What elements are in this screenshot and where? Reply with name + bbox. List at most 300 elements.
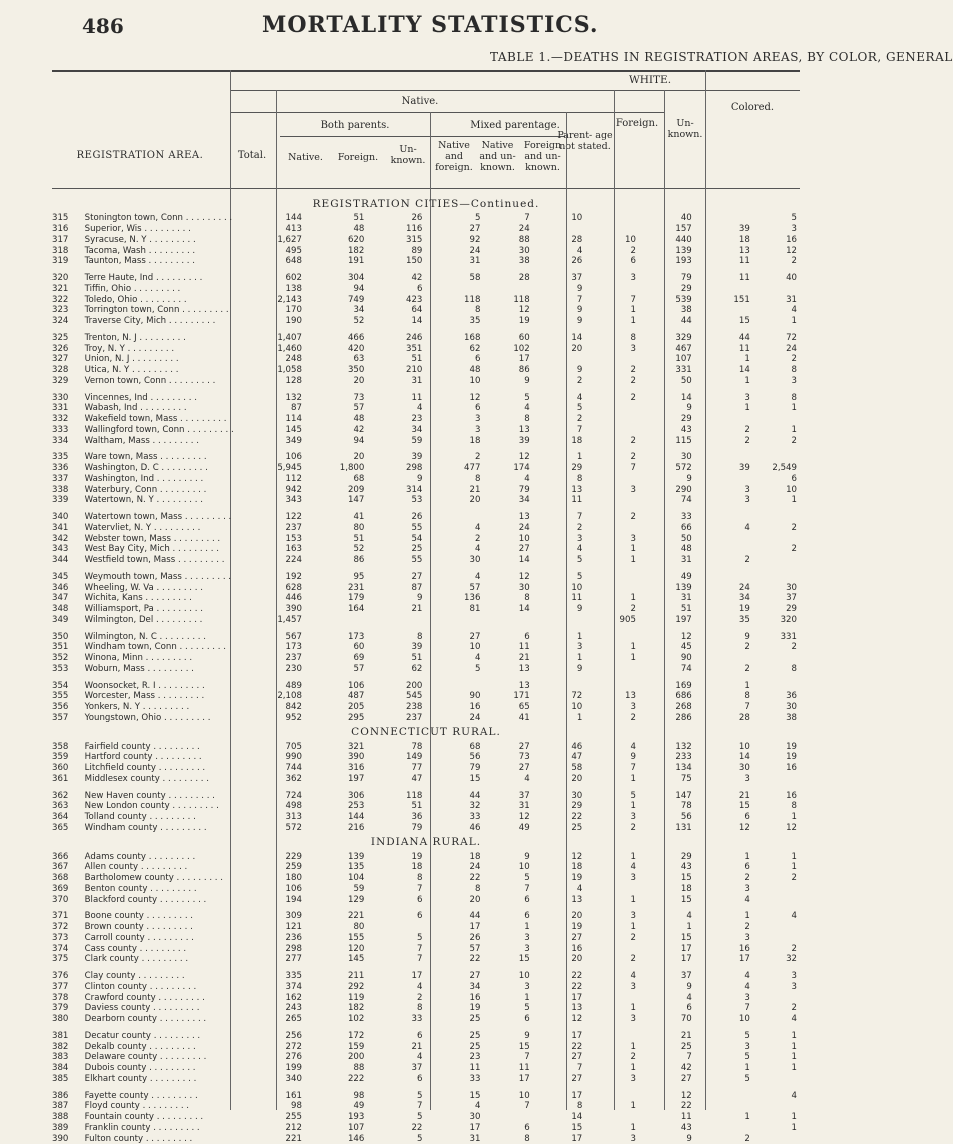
death-count: 10 [738,741,750,752]
death-count: 362 [285,773,302,784]
area-name: Wallingford town, Conn . . . . . . . . . [84,424,234,435]
area-name: Hartford county . . . . . . . . . [84,752,202,763]
death-count: 39 [738,463,750,474]
death-count: 17 [469,922,481,933]
death-count: 9 [686,473,692,484]
death-count [753,922,800,933]
table-row [52,653,800,664]
death-count: 31 [518,801,530,812]
death-count: 221 [347,911,365,922]
death-count: 15 [518,1041,530,1052]
death-count: 11 [518,642,530,653]
death-count: 11 [738,273,750,284]
death-count: 25 [411,544,423,555]
row-number: 332 [52,414,69,425]
death-count: 724 [285,790,302,801]
death-count: 2 [744,642,750,653]
area-name: Dearborn county . . . . . . . . . [84,1014,207,1025]
row-number: 324 [52,316,69,327]
row-number: 353 [52,663,69,674]
death-count: 3 [791,224,797,235]
death-count: 7 [416,943,423,954]
death-count: 952 [285,712,302,723]
death-count: 19 [738,604,750,615]
death-count: 20 [353,375,365,386]
death-count: 1 [791,1052,797,1063]
death-count: 1 [744,375,750,386]
death-count [753,452,800,463]
header-mixed-parentage: Mixed parentage. [470,120,560,131]
death-count: 9 [524,851,530,862]
death-count: 2 [791,873,797,884]
death-count [483,615,532,626]
death-count: 63 [353,354,365,365]
death-count: 628 [285,582,302,593]
death-count: 3 [630,1073,636,1084]
area-name: Clinton county . . . . . . . . . [84,981,197,992]
death-count: 163 [285,544,302,555]
death-count: 9 [576,316,583,327]
death-count: 31 [680,555,692,566]
death-count: 316 [347,763,365,774]
death-count: 14 [518,604,530,615]
death-count: 27 [469,224,481,235]
death-count: 5 [416,1112,423,1123]
table-row [52,452,800,463]
death-count: 136 [464,593,481,604]
death-count: 1 [630,1003,636,1014]
row-number: 362 [52,790,69,801]
death-count: 2,549 [772,463,797,474]
death-count: 1 [576,712,583,723]
death-count: 2,143 [277,294,302,305]
area-name: Dubois county . . . . . . . . . [84,1063,196,1074]
death-count: 749 [347,294,365,305]
death-count: 171 [513,691,530,702]
death-count [425,512,483,523]
death-count: 1 [791,1041,797,1052]
death-count: 2 [791,544,797,555]
death-count: 8 [524,414,530,425]
death-count: 5 [474,213,481,224]
header-mp-foreign-unknown: Foreign and un- known. [523,140,562,173]
death-count: 205 [347,702,365,713]
death-count: 4 [744,522,750,533]
death-count: 81 [469,604,481,615]
death-count: 321 [347,741,365,752]
death-count: 146 [347,1133,365,1144]
table-row [52,343,800,354]
death-count: 30 [786,702,797,713]
death-count: 1 [630,544,636,555]
death-count: 29 [786,604,797,615]
death-count: 5 [744,1073,750,1084]
death-count: 80 [353,522,365,533]
death-count: 8 [474,473,481,484]
death-count: 104 [347,873,365,884]
table-row [52,435,800,446]
death-count: 4 [524,473,530,484]
death-count [753,894,800,905]
death-count: 2 [630,954,636,965]
death-count: 77 [411,763,423,774]
death-count: 16 [469,992,481,1003]
table-row [52,425,800,436]
death-count [425,615,483,626]
death-count: 19 [786,752,797,763]
death-count [585,523,639,534]
death-count: 200 [406,680,423,691]
death-count: 487 [347,691,365,702]
death-count: 236 [285,932,302,943]
header-rule-parents [280,136,565,137]
death-count [585,284,639,295]
death-count: 151 [733,294,750,305]
death-count: 4 [576,883,583,894]
death-count: 11 [469,1063,481,1074]
death-count: 31 [786,294,797,305]
row-number: 390 [52,1133,69,1144]
death-count: 6 [524,894,530,905]
row-number: 344 [52,555,69,566]
death-count: 44 [469,911,481,922]
death-count: 144 [347,812,365,823]
death-count: 30 [518,245,530,256]
table-row [52,1031,800,1042]
death-count: 1 [630,593,636,604]
section-header [52,833,800,851]
area-name: Torrington town, Conn . . . . . . . . . [84,305,229,316]
death-count: 5 [416,1090,423,1101]
death-count: 51 [680,604,692,615]
death-count: 11 [571,495,583,506]
death-count: 8 [630,332,636,343]
row-number: 367 [52,862,69,873]
table-row [52,582,800,593]
death-count: 2 [630,375,636,386]
death-count: 35 [738,614,750,625]
running-head: MORTALITY STATISTICS. [262,12,599,38]
death-count [753,414,800,425]
death-count: 8 [576,473,583,484]
section-title: CONNECTICUT RURAL. [351,726,501,739]
death-count: 20 [571,773,583,784]
death-count: 51 [411,801,423,812]
death-count: 7 [630,463,636,474]
death-count: 13 [571,894,583,905]
death-count: 31 [411,375,423,386]
death-count: 12 [518,571,530,582]
death-count: 224 [285,555,302,566]
row-number: 373 [52,932,69,943]
table-row [52,316,800,327]
table-row [52,523,800,534]
death-count: 11 [518,1063,530,1074]
death-count: 8 [791,801,797,812]
death-count [695,213,753,224]
death-count: 15 [571,1122,583,1133]
death-count: 3 [630,702,636,713]
death-count: 7 [630,763,636,774]
table-row [52,933,800,944]
table-row [52,414,800,425]
row-number: 341 [52,522,69,533]
death-count: 95 [353,571,365,582]
death-count: 212 [285,1122,302,1133]
death-count: 131 [675,822,692,833]
row-number: 354 [52,680,69,691]
death-count: 3 [576,642,583,653]
death-count: 2 [791,354,797,365]
death-count: 2 [791,642,797,653]
area-name: Toledo, Ohio . . . . . . . . . [84,294,187,305]
death-count: 842 [285,702,302,713]
header-white: WHITE. [628,74,672,86]
death-count: 50 [680,533,692,544]
death-count: 315 [406,234,423,245]
row-number: 318 [52,245,69,256]
death-count: 118 [406,790,423,801]
death-count: 56 [469,752,481,763]
death-count [695,1090,753,1101]
death-count: 21 [738,790,750,801]
death-count [695,512,753,523]
death-count: 1 [791,1122,797,1133]
area-name: Watertown, N. Y . . . . . . . . . [84,495,203,506]
death-count: 2 [791,256,797,267]
death-count: 2 [744,1133,750,1144]
death-count: 161 [285,1090,302,1101]
death-count: 10 [571,582,583,593]
table-row [52,741,800,752]
header-foreign: Foreign. [615,118,659,129]
row-number: 385 [52,1073,69,1084]
row-number: 345 [52,571,69,582]
death-count: 4 [416,1052,423,1063]
table-row [52,713,800,724]
row-number: 383 [52,1052,69,1063]
death-count: 182 [347,245,365,256]
area-name: Utica, N. Y . . . . . . . . . [84,365,179,376]
death-count: 17 [571,1090,583,1101]
area-name: Ware town, Mass . . . . . . . . . [84,452,207,463]
death-count: 18 [738,234,750,245]
death-count: 79 [469,763,481,774]
death-count: 2 [630,932,636,943]
death-count: 4 [474,522,481,533]
area-name: Litchfield county . . . . . . . . . [84,763,206,774]
death-count: 57 [469,582,481,593]
death-count: 7 [524,213,530,224]
death-count: 27 [571,932,583,943]
death-count: 68 [469,741,481,752]
table-row [52,1133,800,1144]
death-count: 115 [675,435,692,446]
death-count: 7 [416,883,423,894]
area-name: Woburn, Mass . . . . . . . . . [84,663,194,674]
death-count: 5 [576,555,583,566]
death-count: 10 [625,234,636,245]
death-count: 42 [353,424,365,435]
death-count: 1 [791,316,797,327]
death-count: 12 [571,851,583,862]
table-row [52,812,800,823]
death-count: 4 [474,653,481,664]
death-count: 139 [675,245,692,256]
death-count [585,943,639,954]
death-count: 78 [680,801,692,812]
death-count: 11 [411,392,423,403]
death-count: 47 [571,752,583,763]
death-count: 298 [406,463,423,474]
death-count: 139 [675,582,692,593]
death-count: 23 [469,1052,481,1063]
death-count: 1 [744,1112,750,1123]
death-count: 21 [680,1030,692,1041]
death-count: 686 [675,691,692,702]
death-count: 180 [285,873,302,884]
death-count: 24 [469,862,481,873]
death-count: 33 [680,512,692,523]
area-name: Blackford county . . . . . . . . . [84,894,207,905]
death-count: 6 [416,283,423,294]
death-count: 9 [630,752,636,763]
death-count: 320 [780,614,797,625]
table-row [52,1123,800,1134]
death-count [585,664,639,675]
death-count: 88 [353,1063,365,1074]
data-table [52,195,800,1144]
death-count [753,992,800,1003]
area-name: Vernon town, Conn . . . . . . . . . [84,375,216,386]
death-count: 7 [744,702,750,713]
death-count: 3 [524,943,530,954]
area-name: Wakefield town, Mass . . . . . . . . . [84,414,227,425]
death-count: 304 [347,273,365,284]
death-count: 79 [680,273,692,284]
death-count: 413 [285,224,302,235]
death-count [695,474,753,485]
death-count: 134 [675,763,692,774]
death-count: 351 [406,343,423,354]
death-count: 5 [744,1030,750,1041]
death-count: 237 [285,522,302,533]
death-count: 477 [464,463,481,474]
death-count: 290 [675,484,692,495]
death-count: 1 [630,1101,636,1112]
death-count: 1 [791,495,797,506]
death-count: 44 [680,316,692,327]
row-number: 365 [52,822,69,833]
table-row [52,691,800,702]
death-count: 78 [411,741,423,752]
death-count: 15 [518,954,530,965]
death-count: 90 [680,653,692,664]
area-name: Webster town, Mass . . . . . . . . . [84,533,221,544]
row-number: 376 [52,971,69,982]
table-row [52,555,800,566]
death-count: 222 [347,1073,365,1084]
death-count [585,495,639,506]
death-count: 53 [411,495,423,506]
death-count: 2 [576,414,583,425]
death-count: 2 [576,375,583,386]
death-count: 286 [675,712,692,723]
death-count [533,680,586,691]
table-row [52,971,800,982]
death-count: 3 [524,981,530,992]
area-name: Waterbury, Conn . . . . . . . . . [84,484,207,495]
death-count: 1 [630,1122,636,1133]
death-count: 192 [285,571,302,582]
death-count [753,284,800,295]
header-parent-age: Parent- age not stated. [557,130,613,152]
row-number: 357 [52,712,69,723]
row-number: 374 [52,943,69,954]
death-count: 2 [791,435,797,446]
death-count: 3 [524,932,530,943]
death-count: 69 [353,653,365,664]
area-name: Middlesex county . . . . . . . . . [84,773,209,784]
row-number: 339 [52,495,69,506]
death-count: 6 [524,631,530,642]
death-count: 27 [680,1073,692,1084]
row-number: 327 [52,354,69,365]
death-count: 17 [738,954,750,965]
table-row [52,235,800,246]
area-name: Superior, Wis . . . . . . . . . [84,224,191,235]
table-row [52,392,800,403]
death-count: 128 [285,375,302,386]
death-count: 27 [469,631,481,642]
death-count: 2 [416,992,423,1003]
row-number: 380 [52,1014,69,1025]
death-count: 237 [285,653,302,664]
death-count: 39 [738,224,750,235]
death-count: 259 [285,862,302,873]
death-count: 1,407 [277,332,302,343]
death-count [585,474,639,485]
death-count: 1 [630,894,636,905]
death-count: 42 [411,273,423,284]
death-count: 40 [786,273,797,284]
death-count: 17 [469,1122,481,1133]
area-name: Watertown town, Mass . . . . . . . . . [84,512,232,523]
death-count: 211 [347,971,365,982]
death-count: 31 [469,256,481,267]
row-number: 337 [52,473,69,484]
death-count: 169 [675,680,692,691]
death-count: 34 [353,305,365,316]
death-count: 39 [411,642,423,653]
row-number: 340 [52,512,69,523]
death-count: 2 [744,922,750,933]
death-count: 149 [406,752,423,763]
table-row [52,790,800,801]
death-count: 8 [416,1003,423,1014]
death-count [585,1090,639,1101]
death-count: 48 [469,365,481,376]
death-count: 62 [469,343,481,354]
row-number: 361 [52,773,69,784]
death-count: 1 [791,862,797,873]
death-count: 28 [738,712,750,723]
row-number: 335 [52,452,69,463]
death-count: 17 [518,354,530,365]
death-count: 21 [518,653,530,664]
row-number: 325 [52,332,69,343]
death-count: 306 [347,790,365,801]
